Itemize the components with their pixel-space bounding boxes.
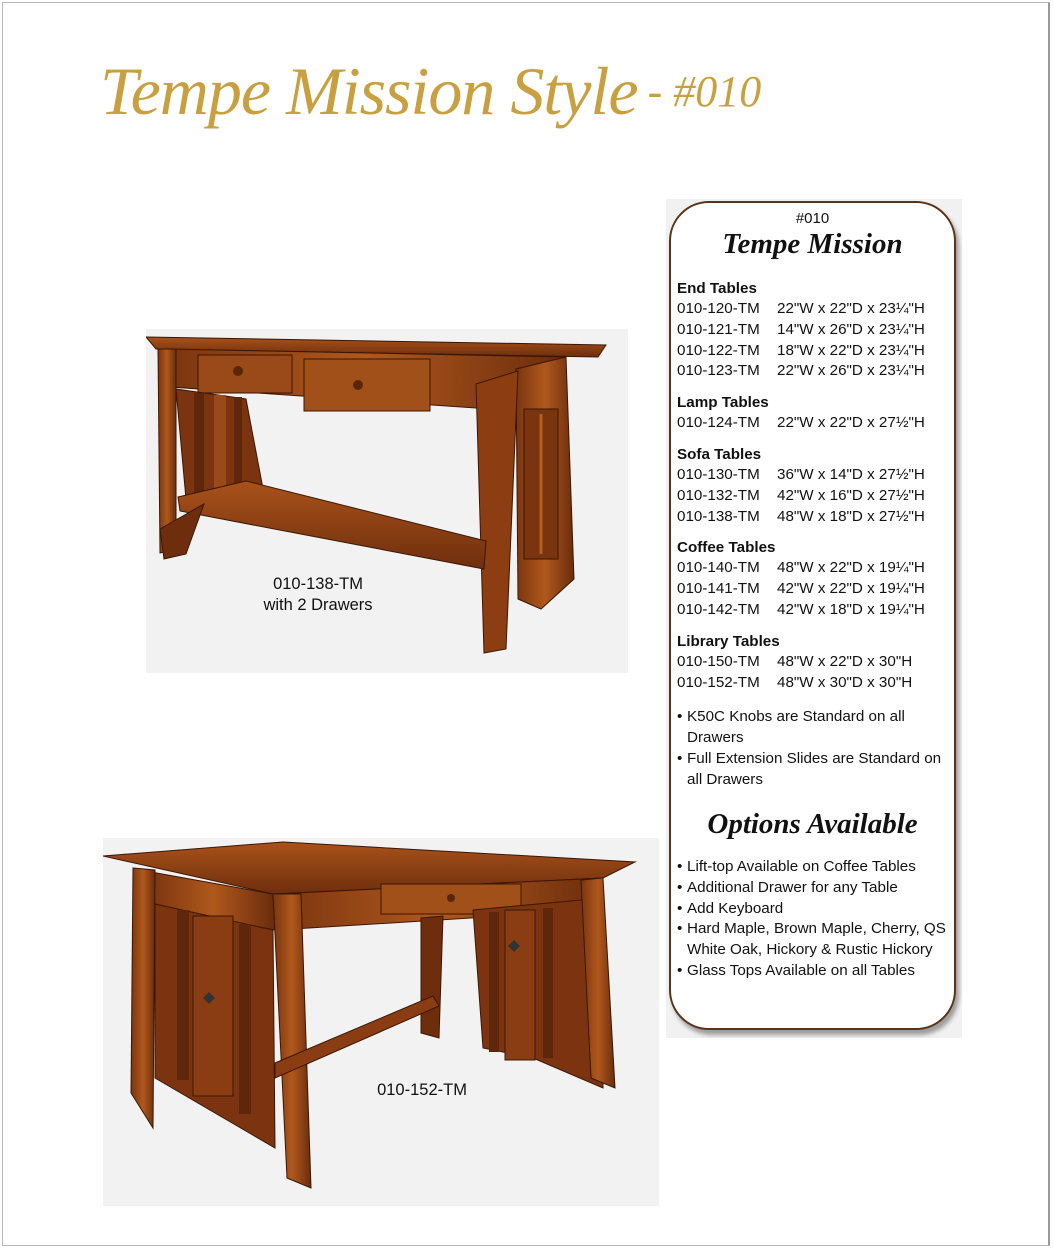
dimensions: 48"W x 22"D x 19¼"H [777, 559, 925, 577]
model-code: 010-152-TM [677, 673, 760, 691]
spec-row [677, 507, 957, 528]
panel-collection-name: Tempe Mission [722, 228, 903, 260]
spec-row [677, 413, 957, 434]
options-title: Options Available [707, 808, 918, 840]
dimensions: 22"W x 26"D x 23¼"H [777, 362, 925, 380]
dimensions: 42"W x 18"D x 19¼"H [777, 600, 925, 618]
note-item: • K50C Knobs are Standard on all Drawers [677, 707, 957, 749]
caption-detail: with 2 Drawers [263, 596, 373, 614]
spec-row [677, 341, 957, 362]
section-lamp-tables [677, 393, 957, 434]
option-item: • Add Keyboard [677, 899, 957, 920]
dimensions: 48"W x 30"D x 30"H [777, 673, 913, 691]
model-code: 010-120-TM [677, 300, 760, 317]
section-heading: End Tables [677, 280, 757, 297]
dimensions: 14"W x 26"D x 23¼"H [777, 320, 925, 338]
dimensions: 48"W x 18"D x 27½"H [777, 507, 925, 525]
spec-row [677, 320, 957, 341]
option-item: • Additional Drawer for any Table [677, 878, 957, 899]
spec-row [677, 600, 957, 621]
option-item: • Lift-top Available on Coffee Tables [677, 857, 957, 878]
dimensions: 42"W x 16"D x 27½"H [777, 486, 925, 504]
standard-notes [677, 707, 957, 790]
dimensions: 18"W x 22"D x 23¼"H [777, 341, 925, 359]
model-code: 010-122-TM [677, 341, 760, 359]
spec-row [677, 299, 957, 320]
section-heading: Lamp Tables [677, 394, 769, 412]
panel-code: #010 [795, 210, 830, 227]
caption-model: 010-152-TM [377, 1081, 467, 1099]
spec-row [677, 465, 957, 486]
note-item: • Full Extension Slides are Standard on all Drawers [677, 749, 957, 791]
dimensions: 22"W x 22"D x 23¼"H [777, 300, 925, 317]
library-table-image [103, 838, 659, 1206]
spec-row [677, 361, 957, 382]
dimensions: 36"W x 14"D x 27½"H [777, 465, 925, 483]
spec-row [677, 486, 957, 507]
section-sofa-tables [677, 445, 957, 527]
title-suffix: - #010 [647, 67, 762, 116]
dimensions: 22"W x 22"D x 27½"H [777, 414, 925, 432]
model-code: 010-150-TM [677, 652, 760, 670]
spec-row [677, 673, 957, 694]
section-heading: Sofa Tables [677, 445, 762, 463]
model-code: 010-130-TM [677, 465, 760, 483]
spec-list [677, 279, 957, 791]
sofa-table-image [146, 329, 628, 673]
title-main: Tempe Mission Style [100, 53, 638, 129]
model-code: 010-132-TM [677, 486, 760, 504]
section-heading: Library Tables [677, 632, 780, 650]
section-library-tables [677, 632, 957, 694]
model-code: 010-142-TM [677, 600, 760, 618]
model-code: 010-121-TM [677, 320, 760, 338]
page-title [100, 52, 1000, 162]
model-code: 010-141-TM [677, 580, 760, 598]
section-coffee-tables [677, 538, 957, 620]
spec-row [677, 579, 957, 600]
section-end-tables [677, 279, 957, 382]
model-code: 010-123-TM [677, 362, 760, 380]
dimensions: 48"W x 22"D x 30"H [777, 652, 913, 670]
option-item: • Glass Tops Available on all Tables [677, 961, 957, 982]
section-heading: Coffee Tables [677, 539, 776, 557]
dimensions: 42"W x 22"D x 19¼"H [777, 580, 925, 598]
sofa-table-photo [146, 329, 628, 673]
spec-row [677, 558, 957, 579]
option-item: • Hard Maple, Brown Maple, Cherry, QS White Oak, Hickory & Rustic Hickory [677, 919, 957, 961]
sofa-table-caption [218, 574, 418, 616]
options-list [677, 857, 957, 982]
caption-model: 010-138-TM [273, 575, 363, 593]
spec-row [677, 652, 957, 673]
model-code: 010-124-TM [677, 414, 760, 432]
library-table-caption [322, 1080, 522, 1101]
model-code: 010-140-TM [677, 559, 760, 577]
model-code: 010-138-TM [677, 507, 760, 525]
library-table-photo [103, 838, 659, 1206]
